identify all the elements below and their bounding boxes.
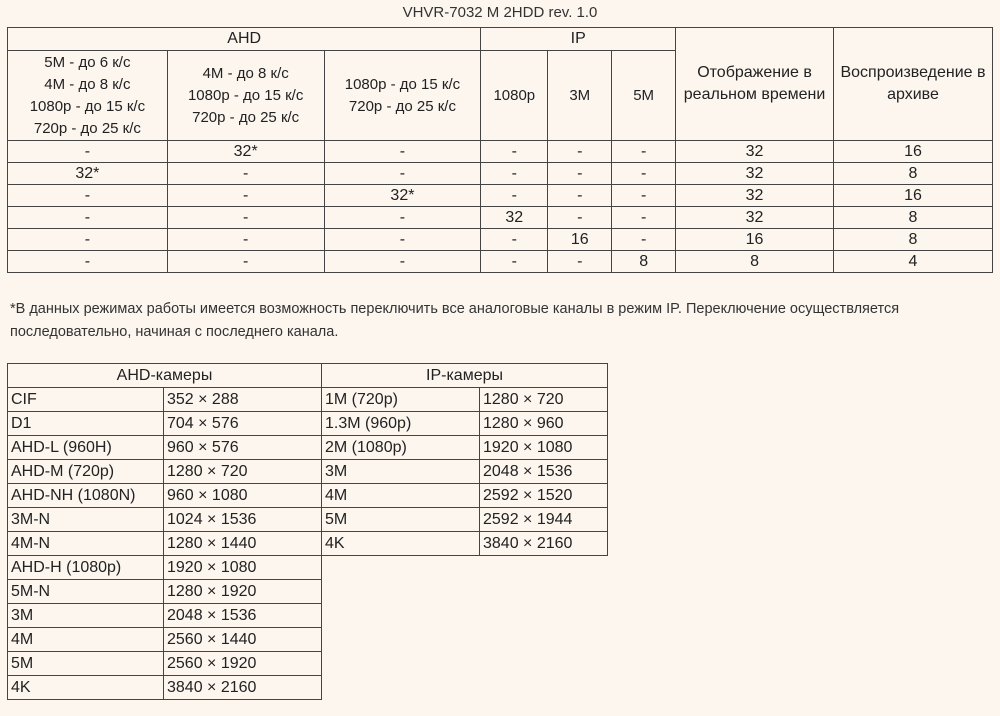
table-cell: - (612, 163, 676, 185)
table-cell: - (481, 163, 548, 185)
resolutions-table (7, 363, 608, 700)
playback-header: Воспроизведение в архиве (833, 28, 992, 141)
ahd-mode-line: 1080p - до 15 к/с (29, 97, 146, 115)
ahd-format-cell: D1 (8, 412, 164, 436)
table-row (8, 251, 993, 273)
ip-resolution-cell: 1920 × 1080 (480, 436, 608, 460)
channel-modes-table (7, 27, 993, 273)
table-cell: - (167, 251, 324, 273)
table-cell: - (612, 185, 676, 207)
ip-1080p-header: 1080p (481, 51, 548, 141)
table-row (8, 229, 993, 251)
table-row (8, 460, 608, 484)
ip-resolution-cell: 3840 × 2160 (480, 532, 608, 556)
table-cell: 16 (833, 141, 992, 163)
table-cell: 32 (481, 207, 548, 229)
table-cell: 4 (833, 251, 992, 273)
table-cell: 32* (324, 185, 481, 207)
ahd-format-cell: CIF (8, 388, 164, 412)
table-cell: - (167, 185, 324, 207)
table-cell: - (8, 141, 168, 163)
table-row (8, 484, 608, 508)
table-cell: - (481, 251, 548, 273)
ip-format-cell: 3M (322, 460, 480, 484)
ahd-format-cell: 5M-N (8, 580, 164, 604)
table-cell: 32 (676, 185, 834, 207)
table-cell: 16 (676, 229, 834, 251)
ip-format-cell: 1M (720p) (322, 388, 480, 412)
ahd-format-cell: 3M (8, 604, 164, 628)
table-cell: 16 (833, 185, 992, 207)
table-row (8, 556, 608, 580)
ip-format-cell: 1.3M (960p) (322, 412, 480, 436)
ahd-resolution-cell: 960 × 1080 (164, 484, 322, 508)
ahd-cameras-header: AHD-камеры (8, 364, 322, 388)
ahd-format-cell: 4K (8, 676, 164, 700)
table-cell: - (548, 141, 612, 163)
table-cell: 8 (676, 251, 834, 273)
ahd-mode-line: 1080p - до 15 к/с (344, 75, 461, 93)
ahd-format-cell: 4M (8, 628, 164, 652)
ahd-mode-line: 720p - до 25 к/с (348, 97, 456, 115)
ahd-resolution-cell: 1920 × 1080 (164, 556, 322, 580)
table-cell: - (324, 207, 481, 229)
table-cell: 32 (676, 207, 834, 229)
table-cell: - (481, 185, 548, 207)
table-cell: - (548, 185, 612, 207)
ahd-mode-header-2 (167, 51, 324, 141)
ip-format-cell: 2M (1080p) (322, 436, 480, 460)
document-title: VHVR-7032 M 2HDD rev. 1.0 (402, 4, 598, 21)
table-row (8, 412, 608, 436)
ip-resolution-cell: 2048 × 1536 (480, 460, 608, 484)
ip-resolution-cell: 2592 × 1520 (480, 484, 608, 508)
ip-group-header: IP (481, 28, 676, 51)
ahd-mode-header-3 (324, 51, 481, 141)
ahd-format-cell: 3M-N (8, 508, 164, 532)
table-cell: - (324, 163, 481, 185)
table-cell: - (8, 229, 168, 251)
table-cell: - (548, 207, 612, 229)
ahd-resolution-cell: 2560 × 1440 (164, 628, 322, 652)
empty-area (322, 556, 608, 700)
ahd-group-header: AHD (8, 28, 481, 51)
ahd-mode-line: 720p - до 25 к/с (33, 119, 141, 137)
ahd-resolution-cell: 960 × 576 (164, 436, 322, 460)
ip-format-cell: 5M (322, 508, 480, 532)
table-cell: 8 (833, 229, 992, 251)
table-cell: - (167, 207, 324, 229)
table-cell: - (167, 163, 324, 185)
footnote: *В данных режимах работы имеется возможность переключить все аналоговые каналы в режим IP. Переключение осуществляется последовательно, начиная с последнего канала. (10, 301, 900, 340)
table-row (8, 163, 993, 185)
table-cell: - (612, 207, 676, 229)
table-row (8, 532, 608, 556)
table-cell: - (167, 229, 324, 251)
ahd-resolution-cell: 2048 × 1536 (164, 604, 322, 628)
ahd-format-cell: AHD-M (720p) (8, 460, 164, 484)
table-cell: - (8, 251, 168, 273)
table-cell: - (481, 141, 548, 163)
table-row (8, 141, 993, 163)
ahd-mode-header-1 (8, 51, 168, 141)
table-cell: 8 (612, 251, 676, 273)
ahd-format-cell: AHD-NH (1080N) (8, 484, 164, 508)
table-cell: - (8, 185, 168, 207)
ip-format-cell: 4K (322, 532, 480, 556)
table-cell: - (612, 229, 676, 251)
table-cell: - (481, 229, 548, 251)
ahd-resolution-cell: 352 × 288 (164, 388, 322, 412)
ip-cameras-header: IP-камеры (322, 364, 608, 388)
ip-resolution-cell: 1280 × 720 (480, 388, 608, 412)
table-row (8, 207, 993, 229)
ip-5m-header: 5M (612, 51, 676, 141)
table-row (8, 436, 608, 460)
table-row (8, 185, 993, 207)
table-row (8, 508, 608, 532)
table-cell: 8 (833, 163, 992, 185)
ahd-resolution-cell: 1280 × 1440 (164, 532, 322, 556)
table-cell: 8 (833, 207, 992, 229)
ahd-mode-line: 4M - до 8 к/с (202, 64, 289, 82)
table-row (8, 388, 608, 412)
table-cell: 32 (676, 163, 834, 185)
ip-resolution-cell: 1280 × 960 (480, 412, 608, 436)
ahd-format-cell: AHD-L (960H) (8, 436, 164, 460)
ahd-resolution-cell: 1024 × 1536 (164, 508, 322, 532)
ahd-resolution-cell: 3840 × 2160 (164, 676, 322, 700)
ahd-format-cell: AHD-H (1080p) (8, 556, 164, 580)
table-cell: - (612, 141, 676, 163)
table-cell: 32* (8, 163, 168, 185)
table-cell: - (548, 163, 612, 185)
ahd-format-cell: 4M-N (8, 532, 164, 556)
ahd-mode-line: 4M - до 8 к/с (44, 75, 131, 93)
table-cell: 32 (676, 141, 834, 163)
table-cell: - (8, 207, 168, 229)
ahd-format-cell: 5M (8, 652, 164, 676)
table-cell: - (324, 229, 481, 251)
ahd-mode-line: 720p - до 25 к/с (192, 108, 300, 126)
ahd-mode-line: 5M - до 6 к/с (44, 53, 131, 71)
realtime-header: Отображение в реальном времени (676, 28, 834, 141)
table-cell: - (548, 251, 612, 273)
table-cell: - (324, 141, 481, 163)
ahd-resolution-cell: 2560 × 1920 (164, 652, 322, 676)
ip-format-cell: 4M (322, 484, 480, 508)
table-cell: 16 (548, 229, 612, 251)
table-cell: 32* (167, 141, 324, 163)
ahd-resolution-cell: 704 × 576 (164, 412, 322, 436)
ahd-mode-line: 1080p - до 15 к/с (187, 86, 304, 104)
table-cell: - (324, 251, 481, 273)
ahd-resolution-cell: 1280 × 720 (164, 460, 322, 484)
ahd-resolution-cell: 1280 × 1920 (164, 580, 322, 604)
ip-resolution-cell: 2592 × 1944 (480, 508, 608, 532)
ip-3m-header: 3M (548, 51, 612, 141)
